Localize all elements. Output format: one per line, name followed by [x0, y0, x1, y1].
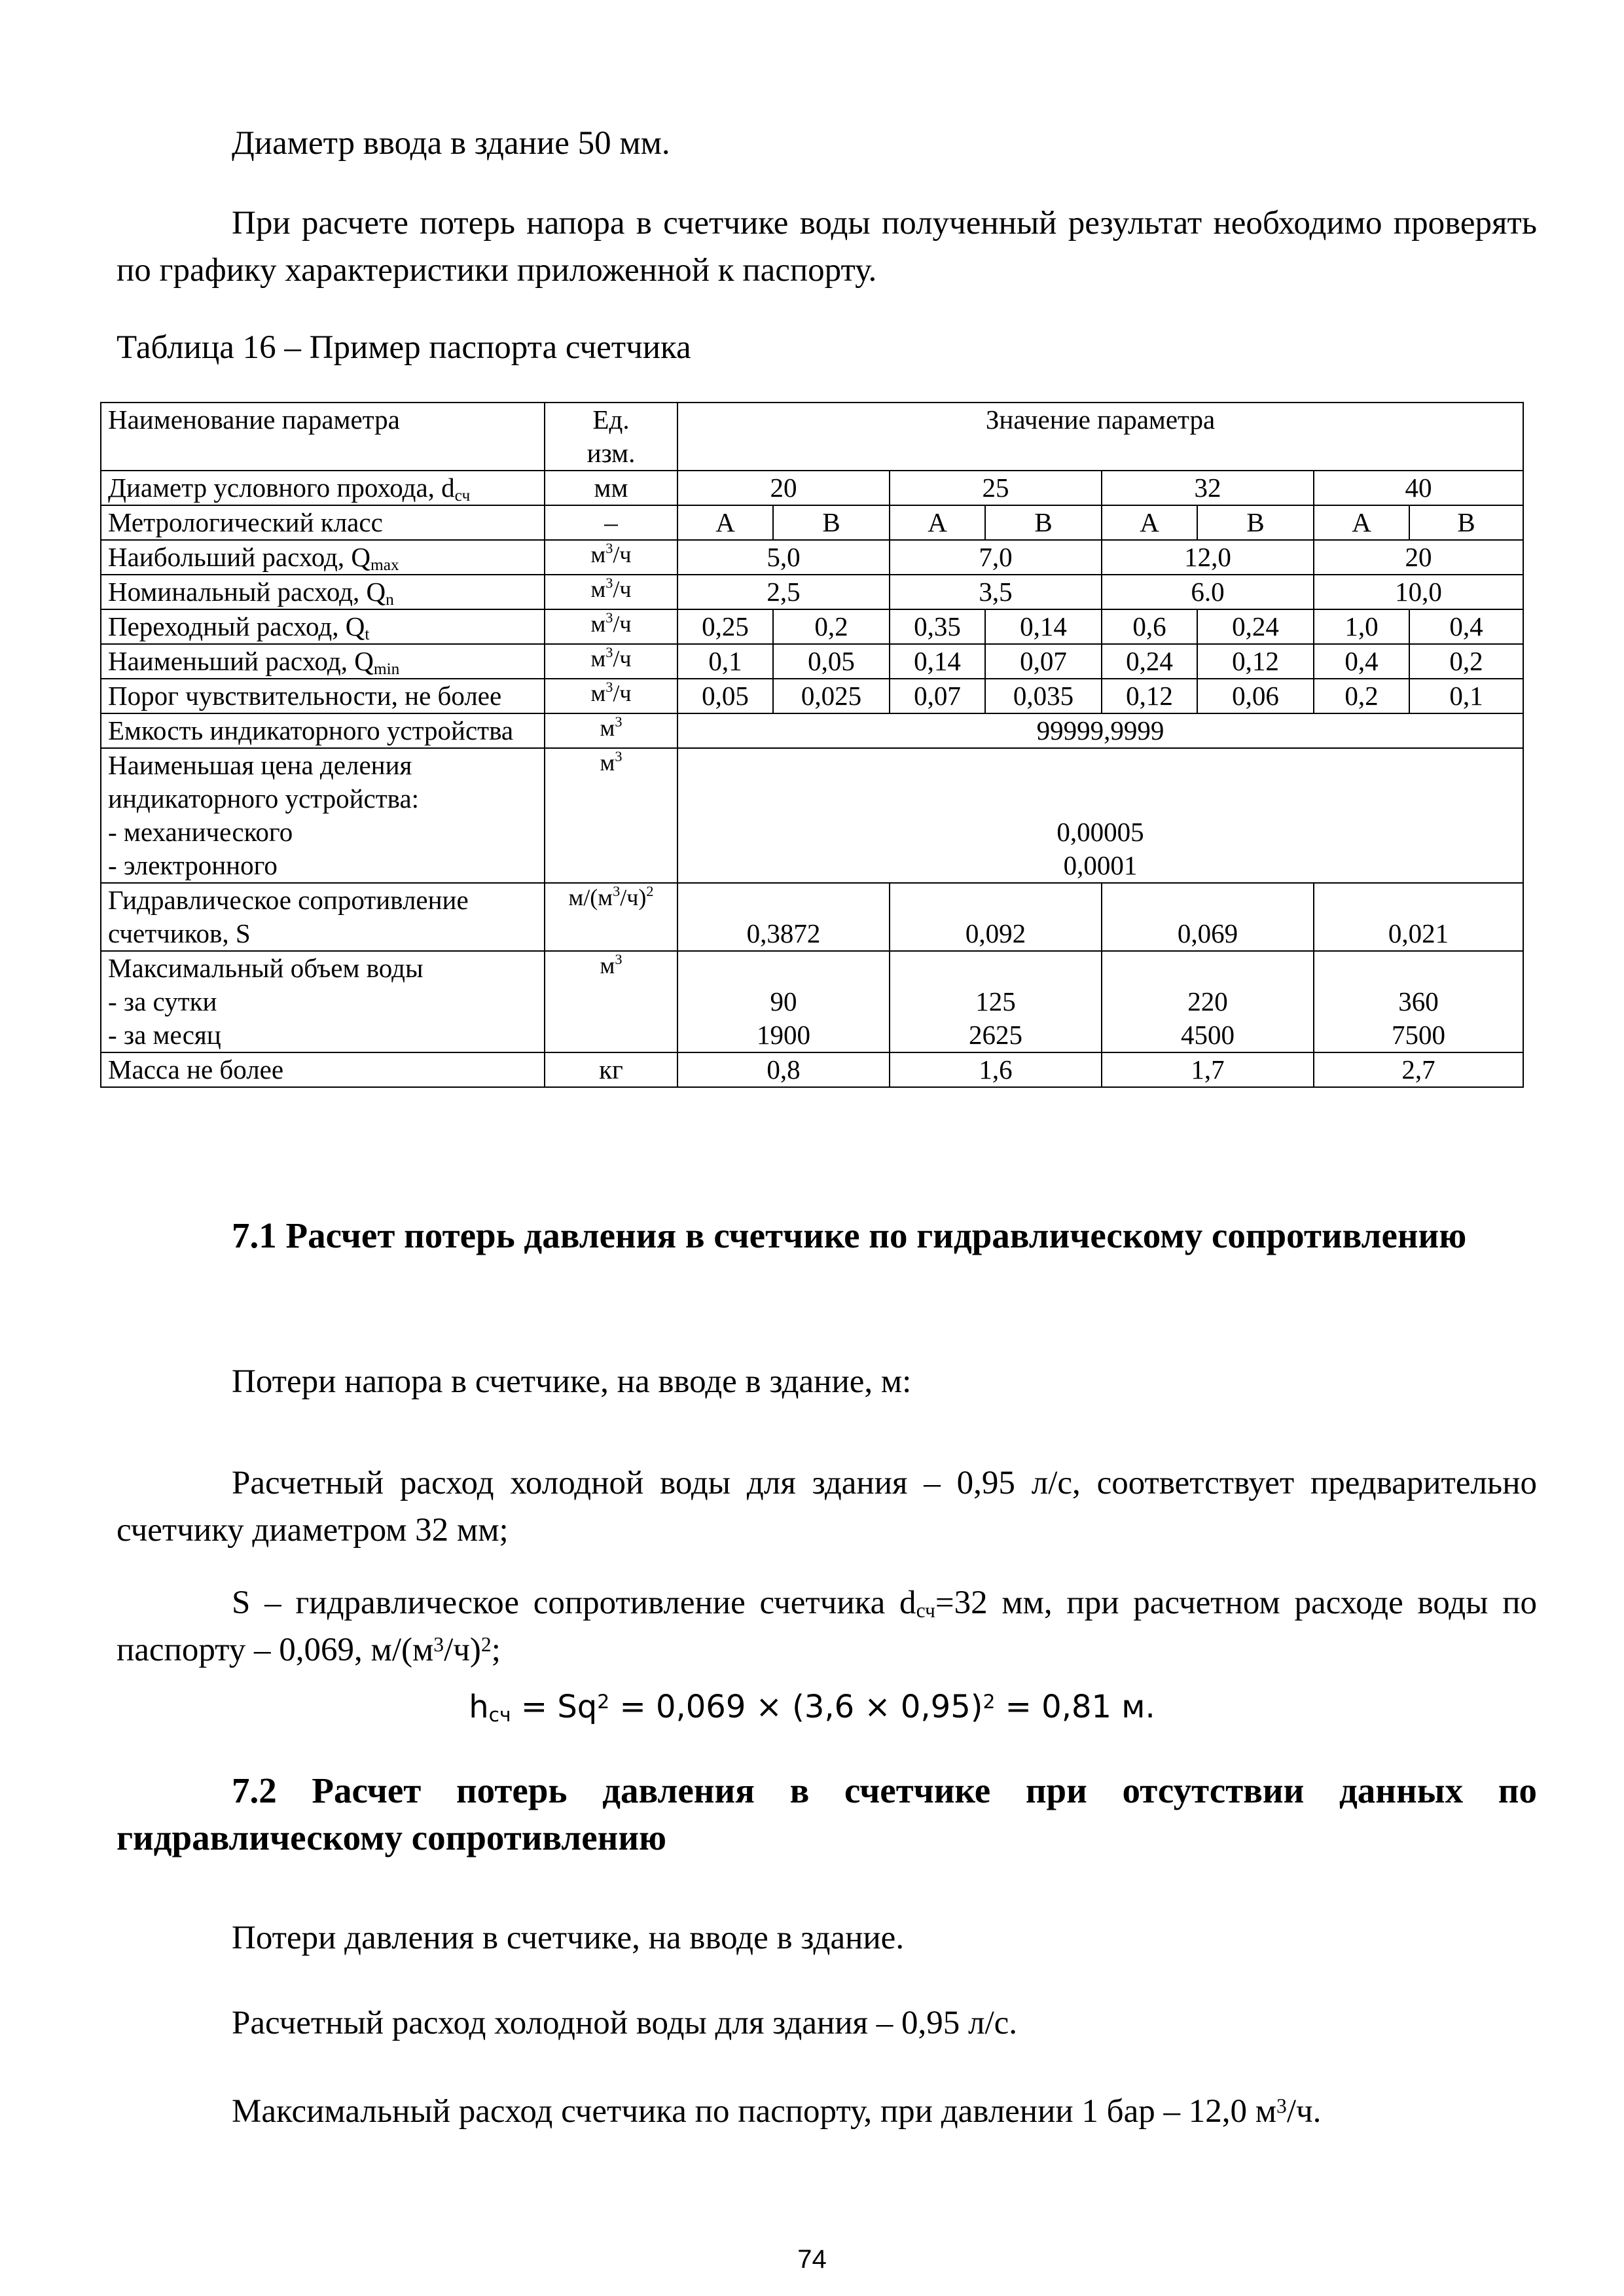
row-unit: $м^3/ч$	[545, 575, 677, 609]
table-cell: А	[1314, 505, 1409, 540]
row-label: Наименьшая цена деления индикаторного устройства: - механического - электронного	[101, 748, 545, 883]
table-cell: 1,0	[1314, 609, 1409, 644]
row-metrological-class	[101, 505, 1523, 540]
paragraph-resistance-s: S – гидравлическое сопротивление счетчика $d_{сч}=32$ мм, при расчетном расходе воды по паспорту – 0,069, $м/(м^3/ч)^2$;	[117, 1585, 1538, 1668]
table-cell: 1,6	[890, 1052, 1102, 1087]
paragraph-inlet-diameter: Диаметр ввода в здание 50 мм.	[232, 125, 670, 162]
table-cell: 360 7500	[1314, 951, 1523, 1052]
table-cell: 0,8	[677, 1052, 890, 1087]
table-cell: 0,25	[677, 609, 773, 644]
row-label: Масса не более	[101, 1052, 545, 1087]
row-unit: кг	[545, 1052, 677, 1087]
row-label: Наименьший расход, $Q_{min}$	[101, 644, 545, 679]
table-cell: 0,6	[1102, 609, 1197, 644]
row-division-value	[101, 748, 1523, 883]
row-hydraulic-resistance	[101, 883, 1523, 951]
table-cell: 90 1900	[677, 951, 890, 1052]
table-cell: 0,4	[1314, 644, 1409, 679]
row-label: Максимальный объем воды - за сутки - за месяц	[101, 951, 545, 1052]
row-label: Емкость индикаторного устройства	[101, 713, 545, 748]
table-cell: 0,07	[985, 644, 1102, 679]
table-cell: 0,025	[773, 679, 890, 713]
table-cell: А	[890, 505, 985, 540]
section-heading-7-1: 7.1 Расчет потерь давления в счетчике по гидравлическому сопротивлению	[232, 1215, 1467, 1255]
row-diameter	[101, 471, 1523, 505]
row-mass	[101, 1052, 1523, 1087]
row-sensitivity-threshold	[101, 679, 1523, 713]
table-cell: 0,24	[1197, 609, 1314, 644]
table-cell: 25	[890, 471, 1102, 505]
table-cell: 3,5	[890, 575, 1102, 609]
table-cell: А	[677, 505, 773, 540]
row-transitional-flow	[101, 609, 1523, 644]
table-cell: 0,3872	[677, 883, 890, 951]
paragraph-design-flow: Расчетный расход холодной воды для здания – 0,95 л/с, соответствует предварительно счетчику диаметром 32 мм;	[117, 1465, 1537, 1549]
formula-head-loss: $h_{сч} = Sq^2 = 0,069 \times (3,6 \times 0,95)^2 = 0,81$ м.	[469, 1689, 1155, 1727]
row-label: Диаметр условного прохода, $d_{сч}$	[101, 471, 545, 505]
table-cell: 0,035	[985, 679, 1102, 713]
table-caption: Таблица 16 – Пример паспорта счетчика	[117, 329, 691, 366]
table-cell: 2,7	[1314, 1052, 1523, 1087]
table-cell: 40	[1314, 471, 1523, 505]
table-cell: 0,05	[773, 644, 890, 679]
table-cell: 7,0	[890, 540, 1102, 575]
table-cell: В	[1409, 505, 1523, 540]
paragraph-check-note: При расчете потерь напора в счетчике воды полученный результат необходимо проверять по графику характеристики приложенной к паспорту.	[117, 205, 1537, 289]
row-unit: $м^3$	[545, 748, 677, 883]
row-unit: –	[545, 505, 677, 540]
paragraph-pressure-loss: Потери давления в счетчике, на вводе в здание.	[232, 1920, 905, 1956]
row-label: Метрологический класс	[101, 505, 545, 540]
table-cell: 125 2625	[890, 951, 1102, 1052]
row-max-flow	[101, 540, 1523, 575]
table-cell: 0,12	[1102, 679, 1197, 713]
table-cell: 0,2	[773, 609, 890, 644]
table-cell: 20	[677, 471, 890, 505]
row-unit: $м^3$	[545, 713, 677, 748]
table-cell: 0,069	[1102, 883, 1314, 951]
table-cell: 0,2	[1409, 644, 1523, 679]
table-cell: 0,14	[890, 644, 985, 679]
table-cell: 0,24	[1102, 644, 1197, 679]
table-cell: 2,5	[677, 575, 890, 609]
table-cell: 10,0	[1314, 575, 1523, 609]
table-cell: 0,06	[1197, 679, 1314, 713]
row-min-flow	[101, 644, 1523, 679]
table-header-row	[101, 403, 1523, 471]
table-cell: А	[1102, 505, 1197, 540]
table-cell: 0,14	[985, 609, 1102, 644]
row-unit: мм	[545, 471, 677, 505]
page-number: 74	[797, 2245, 827, 2274]
meter-passport-table	[100, 402, 1524, 1088]
table-cell: 99999,9999	[677, 713, 1523, 748]
table-cell: 220 4500	[1102, 951, 1314, 1052]
row-max-water-volume	[101, 951, 1523, 1052]
table-cell: В	[773, 505, 890, 540]
table-cell: В	[985, 505, 1102, 540]
row-indicator-capacity	[101, 713, 1523, 748]
table-cell: 32	[1102, 471, 1314, 505]
table-cell: 0,1	[677, 644, 773, 679]
table-cell: 5,0	[677, 540, 890, 575]
table-cell: В	[1197, 505, 1314, 540]
row-unit: $м^3/ч$	[545, 679, 677, 713]
table-cell: 12,0	[1102, 540, 1314, 575]
row-label: Порог чувствительности, не более	[101, 679, 545, 713]
row-unit: $м^3/ч$	[545, 644, 677, 679]
table-cell: 1,7	[1102, 1052, 1314, 1087]
row-label: Переходный расход, $Q_t$	[101, 609, 545, 644]
table-cell: 20	[1314, 540, 1523, 575]
row-unit: $м^3/ч$	[545, 540, 677, 575]
table-cell: 0,00005 0,0001	[677, 748, 1523, 883]
table-cell: 0,12	[1197, 644, 1314, 679]
row-nominal-flow	[101, 575, 1523, 609]
row-label: Номинальный расход, $Q_n$	[101, 575, 545, 609]
header-unit: Ед. изм.	[545, 403, 677, 471]
paragraph-max-meter-flow: Максимальный расход счетчика по паспорту, при давлении 1 бар – 12,0 $м^3/ч$.	[232, 2093, 1322, 2130]
table-cell: 0,07	[890, 679, 985, 713]
row-unit: $м^3$	[545, 951, 677, 1052]
table-cell: 0,35	[890, 609, 985, 644]
table-cell: 0,2	[1314, 679, 1409, 713]
table-cell: 0,1	[1409, 679, 1523, 713]
table-cell: 0,05	[677, 679, 773, 713]
table-cell: 0,092	[890, 883, 1102, 951]
table-cell: 0,4	[1409, 609, 1523, 644]
row-label: Гидравлическое сопротивление счетчиков, S	[101, 883, 545, 951]
table-cell: 0,021	[1314, 883, 1523, 951]
paragraph-head-loss: Потери напора в счетчике, на вводе в здание, м:	[232, 1363, 912, 1400]
row-label: Наибольший расход, $Q_{max}$	[101, 540, 545, 575]
table-cell: 6.0	[1102, 575, 1314, 609]
header-value: Значение параметра	[677, 403, 1523, 471]
paragraph-design-flow-2: Расчетный расход холодной воды для здания – 0,95 л/с.	[232, 2005, 1018, 2041]
section-heading-7-2: 7.2 Расчет потерь давления в счетчике при отсутствии данных по гидравлическому сопротивлению	[117, 1770, 1537, 1857]
row-unit: $м^3/ч$	[545, 609, 677, 644]
row-unit: $м/(м^3/ч)^2$	[545, 883, 677, 951]
header-param: Наименование параметра	[101, 403, 545, 471]
